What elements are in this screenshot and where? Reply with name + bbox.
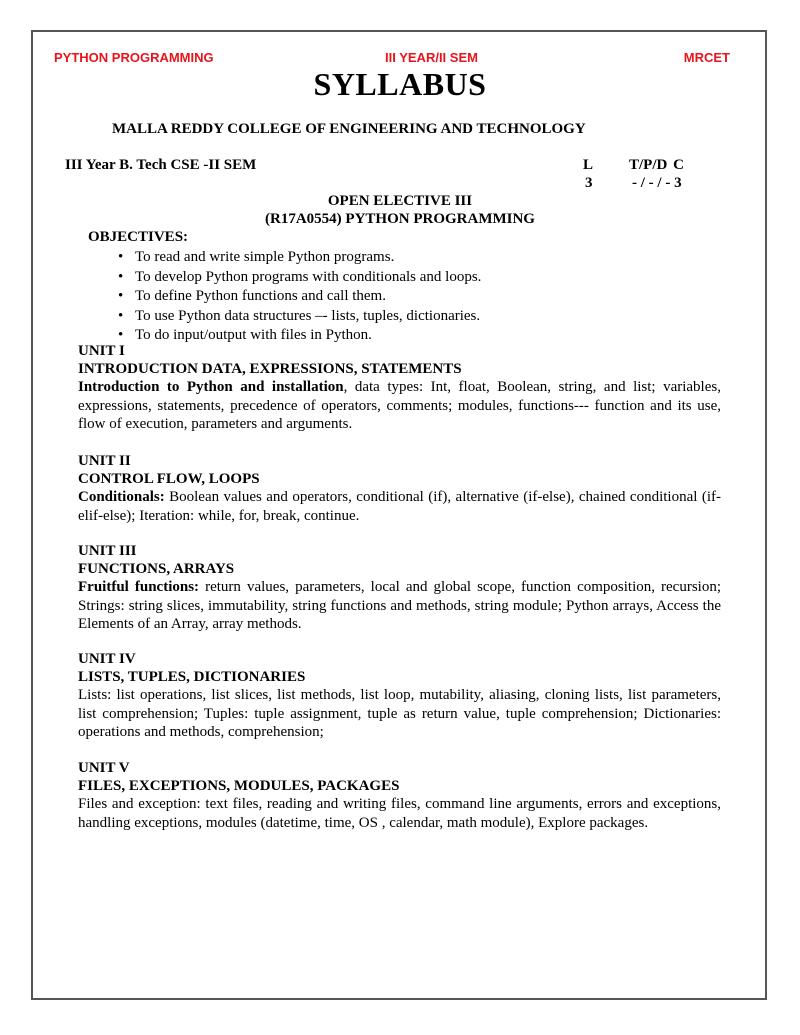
unit-1 xyxy=(78,342,721,433)
unit-description xyxy=(78,795,721,831)
unit-2 xyxy=(78,452,721,525)
unit-description xyxy=(78,578,721,633)
ltpc-header xyxy=(583,157,684,174)
tpdc-value: - / - / - 3 xyxy=(632,175,682,191)
unit-label: UNIT IV xyxy=(78,651,136,667)
elective-heading: OPEN ELECTIVE III xyxy=(327,193,473,209)
objective-item: • To read and write simple Python programs. xyxy=(118,248,481,268)
l-value: 3 xyxy=(585,175,593,191)
unit-4 xyxy=(78,650,721,741)
l-label: L xyxy=(583,157,594,173)
unit-text: Lists: list operations, list slices, list methods, list loop, mutability, aliasing, cloning lists, list parameters, list comprehension; Tuples: tuple assignment, tuple as return value, tuple comprehension; Dictionaries: operations and methods, comprehension; xyxy=(78,687,721,740)
unit-description xyxy=(78,378,721,433)
unit-lead: Introduction to Python and installation xyxy=(78,379,344,396)
objective-item: • To develop Python programs with conditionals and loops. xyxy=(118,268,481,288)
unit-3 xyxy=(78,542,721,633)
unit-text: return values, parameters, local and global scope, function composition, recursion; Strings: string slices, immutability, string functions and methods, string module; Python arrays, Access the Elements of an Array, array methods. xyxy=(78,579,722,632)
unit-text: , data types: Int, float, Boolean, string, and list; variables, expressions, statements, precedence of operators, comments; modules, functions--- function and its use, flow of execution, parameters and arguments. xyxy=(78,379,721,432)
header-institution: MRCET xyxy=(683,50,730,65)
unit-text: Files and exception: text files, reading and writing files, command line arguments, errors and exceptions, handling exceptions, modules (datetime, time, OS , calendar, math module), Explore packages. xyxy=(78,796,721,831)
objective-item: • To use Python data structures –- lists, tuples, dictionaries. xyxy=(118,307,481,327)
unit-title: CONTROL FLOW, LOOPS xyxy=(78,471,260,488)
unit-label: UNIT II xyxy=(78,453,131,469)
year-semester: III Year B. Tech CSE -II SEM xyxy=(65,157,257,173)
objective-item: • To define Python functions and call them. xyxy=(118,287,481,307)
unit-label: UNIT V xyxy=(78,760,130,776)
ltpc-values xyxy=(585,175,682,192)
objectives-list xyxy=(118,248,481,346)
page-title: SYLLABUS xyxy=(313,66,487,102)
unit-label: UNIT III xyxy=(78,543,137,559)
objective-item: • To do input/output with files in Python. xyxy=(118,326,481,346)
unit-description xyxy=(78,488,721,524)
header-course: PYTHON PROGRAMMING xyxy=(54,50,214,65)
unit-description xyxy=(78,686,721,741)
course-name-heading: (R17A0554) PYTHON PROGRAMMING xyxy=(265,211,535,227)
objectives-title: OBJECTIVES: xyxy=(88,229,189,245)
unit-title: FILES, EXCEPTIONS, MODULES, PACKAGES xyxy=(78,778,400,795)
unit-text: Boolean values and operators, conditional (if), alternative (if-else), chained conditional (if-elif-else); Iteration: while, for, break, continue. xyxy=(78,489,721,524)
tpdc-label: T/P/D C xyxy=(629,157,684,173)
college-name: MALLA REDDY COLLEGE OF ENGINEERING AND TECHNOLOGY xyxy=(112,121,586,137)
unit-lead: Fruitful functions: xyxy=(78,579,200,596)
unit-lead: Conditionals: xyxy=(78,489,165,506)
unit-title: FUNCTIONS, ARRAYS xyxy=(78,561,235,578)
unit-label: UNIT I xyxy=(78,343,125,359)
unit-title: INTRODUCTION DATA, EXPRESSIONS, STATEMENTS xyxy=(78,361,462,378)
header-semester: III YEAR/II SEM xyxy=(385,50,478,65)
unit-5 xyxy=(78,759,721,832)
unit-title: LISTS, TUPLES, DICTIONARIES xyxy=(78,669,306,686)
